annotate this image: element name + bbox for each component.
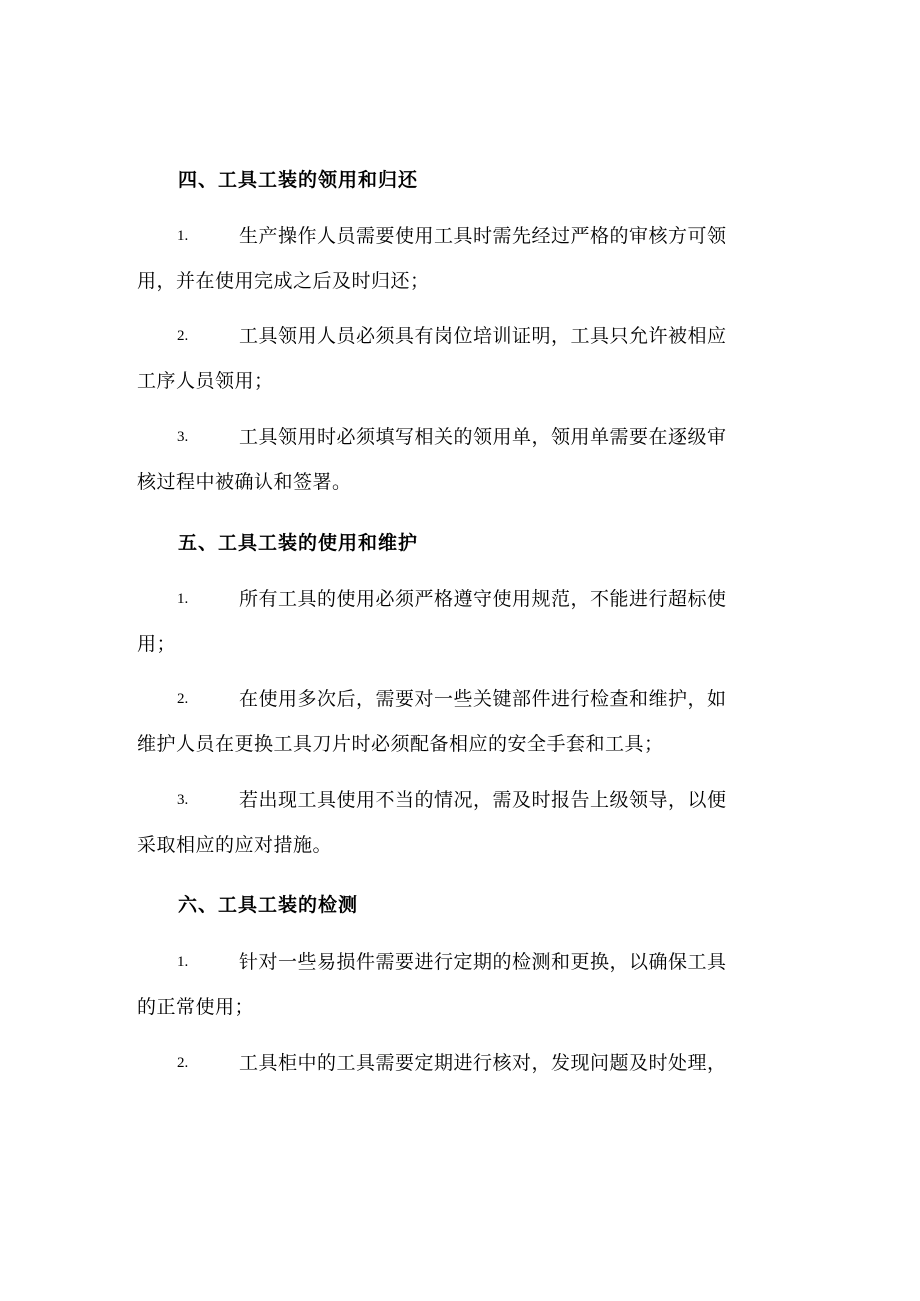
section-4-item-3: [137, 415, 739, 505]
item-number: 3.: [177, 792, 189, 808]
item-text-line2: 维护人员在更换工具刀片时必须配备相应的安全手套和工具；: [137, 733, 664, 755]
section-4-item-1: [137, 214, 739, 304]
item-text-line1: 工具领用时必须填写相关的领用单，领用单需要在逐级审: [239, 426, 727, 448]
item-number: 1.: [177, 954, 189, 970]
item-text-line1: 所有工具的使用必须严格遵守使用规范，不能进行超标使: [239, 588, 727, 610]
item-text-line1: 若出现工具使用不当的情况，需及时报告上级领导，以便: [239, 789, 727, 811]
item-text-line2: 的正常使用；: [137, 996, 255, 1018]
section-6-heading: 六、工具工装的检测: [178, 894, 359, 916]
item-text-line2: 用；: [137, 633, 177, 655]
item-text-line2: 采取相应的应对措施。: [137, 834, 333, 856]
item-text-line1: 生产操作人员需要使用工具时需先经过严格的审核方可领: [239, 225, 727, 247]
section-5-item-2: [137, 677, 739, 767]
item-text-line2: 工序人员领用；: [137, 370, 274, 392]
section-6-item-1: [137, 940, 739, 1030]
item-number: 2.: [177, 691, 189, 707]
section-4-heading: 四、工具工装的领用和归还: [178, 169, 419, 191]
item-number: 3.: [177, 429, 189, 445]
section-5-heading: 五、工具工装的使用和维护: [178, 532, 419, 554]
item-number: 1.: [177, 228, 189, 244]
section-6-item-2: [137, 1041, 739, 1086]
item-text-line2: 用，并在使用完成之后及时归还；: [137, 270, 430, 292]
item-number: 2.: [177, 328, 189, 344]
item-text-line2: 核过程中被确认和签署。: [137, 471, 352, 493]
item-text-line1: 针对一些易损件需要进行定期的检测和更换，以确保工具: [239, 951, 727, 973]
item-number: 2.: [177, 1055, 189, 1071]
item-number: 1.: [177, 591, 189, 607]
item-text-line1: 工具柜中的工具需要定期进行核对，发现问题及时处理，: [239, 1052, 727, 1074]
item-text-line1: 在使用多次后，需要对一些关键部件进行检查和维护，如: [239, 688, 727, 710]
section-4-item-2: [137, 314, 739, 404]
section-5-item-3: [137, 778, 739, 868]
item-text-line1: 工具领用人员必须具有岗位培训证明，工具只允许被相应: [239, 325, 727, 347]
section-5-item-1: [137, 577, 739, 667]
